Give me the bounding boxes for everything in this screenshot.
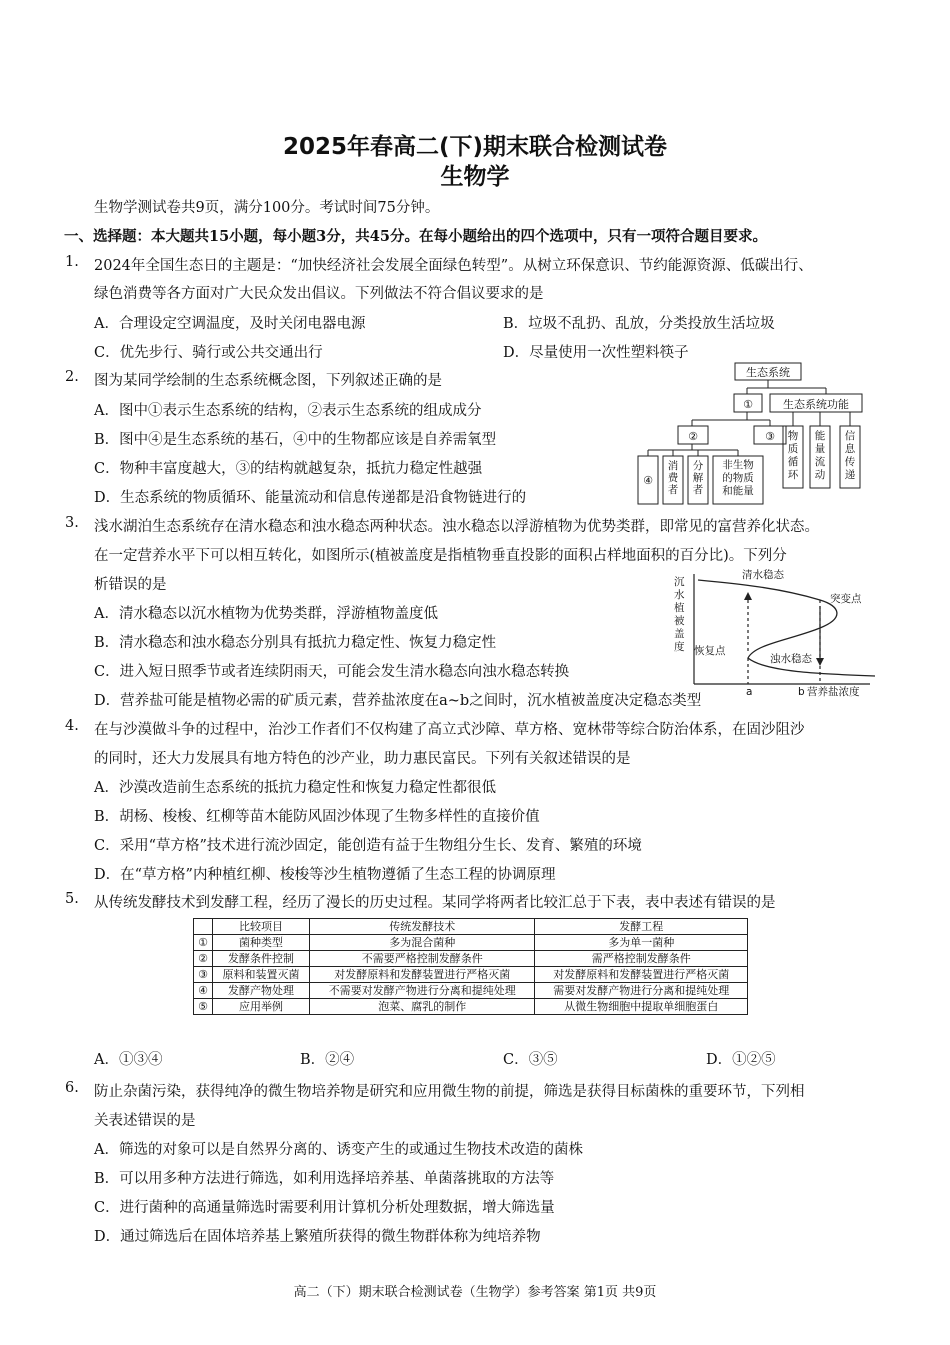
table-cell: 泡菜、腐乳的制作 (310, 999, 535, 1015)
option-b: B．图中④是生态系统的基石，④中的生物都应该是自养需氧型 (94, 432, 497, 448)
option-a: A．合理设定空调温度，及时关闭电器电源 (94, 316, 366, 332)
option-b: B．②④ (300, 1052, 355, 1068)
question-stem: 绿色消费等各方面对广大民众发出倡议。下列做法不符合倡议要求的是 (94, 286, 544, 302)
subject-title: 生物学 (440, 164, 510, 190)
question-stem: 浅水湖泊生态系统存在清水稳态和浊水稳态两种状态。浊水稳态以浮游植物为优势类群，即常见的富营养化状态。 (94, 519, 819, 535)
page-footer: 高二（下）期末联合检测试卷（生物学）参考答案 第1页 共9页 (293, 1285, 657, 1300)
diagram-node-2: ② (688, 430, 698, 443)
option-d: D．生态系统的物质循环、能量流动和信息传递都是沿食物链进行的 (94, 490, 527, 506)
ecosystem-concept-diagram (630, 358, 870, 508)
question-number: 5. (65, 891, 79, 907)
question-stem: 在一定营养水平下可以相互转化，如图所示(植被盖度是指植物垂直投影的面积占样地面积的百分比)。下列分 (94, 548, 787, 564)
up-arrow-head (744, 592, 752, 600)
option-a: A．沙漠改造前生态系统的抵抗力稳定性和恢复力稳定性都很低 (94, 780, 496, 796)
table-cell: 发酵条件控制 (213, 951, 310, 967)
table-cell: ⑤ (194, 999, 213, 1015)
diagram-consumer-box (663, 456, 683, 504)
label-clear-state: 清水稳态 (742, 569, 784, 581)
table-cell: 需严格控制发酵条件 (535, 951, 748, 967)
y-axis-label: 沉水植被盖度 (674, 576, 685, 653)
option-a: A．①③④ (94, 1052, 163, 1068)
question-stem: 防止杂菌污染，获得纯净的微生物培养物是研究和应用微生物的前提，筛选是获得目标菌株的重要环节，下列相 (94, 1084, 805, 1100)
table-row (194, 999, 748, 1015)
table-cell: 原料和装置灭菌 (213, 967, 310, 983)
label-turbid-state: 浊水稳态 (770, 653, 812, 665)
question-stem: 在与沙漠做斗争的过程中，治沙工作者们不仅构建了高立式沙障、草方格、宽林带等综合防治体系，在固沙阻沙 (94, 722, 805, 738)
option-d: D．尽量使用一次性塑料筷子 (503, 345, 689, 361)
table-cell: 菌种类型 (213, 935, 310, 951)
label-b: b (798, 686, 805, 698)
diagram-energy-flow: 能量流动 (814, 430, 826, 481)
table-row (194, 983, 748, 999)
diagram-abiotic: 非生物的物质和能量 (722, 459, 754, 497)
option-c: C．物种丰富度越大，③的结构就越复杂，抵抗力稳定性越强 (94, 461, 483, 477)
table-cell: ① (194, 935, 213, 951)
table-row (194, 951, 748, 967)
option-c: C．进行菌种的高通量筛选时需要利用计算机分析处理数据，增大筛选量 (94, 1200, 555, 1216)
option-b: B．垃圾不乱扔、乱放，分类投放生活垃圾 (503, 316, 775, 332)
diagram-info-transfer: 信息传递 (844, 430, 856, 481)
option-d: D．营养盐可能是植物必需的矿质元素，营养盐浓度在a~b之间时，沉水植被盖度决定稳态类型 (94, 693, 702, 709)
table-cell: ② (194, 951, 213, 967)
table-cell: 多为单一菌种 (535, 935, 748, 951)
question-number: 1. (65, 254, 79, 270)
option-a: A．清水稳态以沉水植物为优势类群，浮游植物盖度低 (94, 606, 438, 622)
option-d: D．通过筛选后在固体培养基上繁殖所获得的微生物群体称为纯培养物 (94, 1229, 541, 1245)
question-number: 2. (65, 369, 79, 385)
question-stem: 从传统发酵技术到发酵工程，经历了漫长的历史过程。某同学将两者比较汇总于下表，表中表述有错误的是 (94, 895, 776, 911)
table-cell: 对发酵原料和发酵装置进行严格灭菌 (535, 967, 748, 983)
table-cell: 需要对发酵产物进行分离和提纯处理 (535, 983, 748, 999)
down-arrow-head (816, 658, 824, 666)
exam-title: 2025年春高二(下)期末联合检测试卷 (282, 134, 668, 160)
option-a: A．筛选的对象可以是自然界分离的、诱变产生的或通过生物技术改造的菌株 (94, 1142, 583, 1158)
diagram-f2-box (810, 426, 830, 488)
option-a: A．图中①表示生态系统的结构，②表示生态系统的组成成分 (94, 403, 482, 419)
diagram-root: 生态系统 (746, 366, 790, 379)
question-number: 4. (65, 718, 79, 734)
stable-state-graph (670, 566, 880, 698)
table-header-row (194, 919, 748, 935)
diagram-consumer: 消费者 (667, 460, 679, 496)
diagram-function: 生态系统功能 (783, 398, 849, 411)
comparison-table (193, 918, 748, 1015)
diagram-f3-box (840, 426, 860, 488)
option-b: B．可以用多种方法进行筛选，如利用选择培养基、单菌落挑取的方法等 (94, 1171, 555, 1187)
diagram-f1-box (783, 426, 803, 488)
question-stem: 2024年全国生态日的主题是：“加快经济社会发展全面绿色转型”。从树立环保意识、节约能源资源、低碳出行、 (94, 258, 813, 274)
table-cell: 对发酵原料和发酵装置进行严格灭菌 (310, 967, 535, 983)
table-row (194, 967, 748, 983)
option-c: C．优先步行、骑行或公共交通出行 (94, 345, 323, 361)
table-cell: 不需要对发酵产物进行分离和提纯处理 (310, 983, 535, 999)
option-c: C．采用“草方格”技术进行流沙固定，能创造有益于生物组分生长、发育、繁殖的环境 (94, 838, 642, 854)
table-cell: 不需要严格控制发酵条件 (310, 951, 535, 967)
option-d: D．①②⑤ (706, 1052, 776, 1068)
table-header-cell: 发酵工程 (535, 919, 748, 935)
diagram-decomposer-box (688, 456, 708, 504)
label-mutation-point: 突变点 (830, 593, 862, 605)
question-stem: 的同时，还大力发展具有地方特色的沙产业，助力惠民富民。下列有关叙述错误的是 (94, 751, 631, 767)
question-stem: 析错误的是 (94, 577, 167, 593)
table-header-cell (194, 919, 213, 935)
section-heading: 一、选择题：本大题共15小题，每小题3分，共45分。在每小题给出的四个选项中，只有一项符合题目要求。 (64, 228, 767, 245)
diagram-material-cycle: 物质循环 (787, 430, 799, 481)
question-stem: 图为某同学绘制的生态系统概念图，下列叙述正确的是 (94, 373, 442, 389)
question-stem: 关表述错误的是 (94, 1113, 196, 1129)
diagram-node-3: ③ (765, 430, 775, 443)
option-c: C．③⑤ (503, 1052, 558, 1068)
option-c: C．进入短日照季节或者连续阴雨天，可能会发生清水稳态向浊水稳态转换 (94, 664, 570, 680)
table-cell: 发酵产物处理 (213, 983, 310, 999)
option-b: B．清水稳态和浊水稳态分别具有抵抗力稳定性、恢复力稳定性 (94, 635, 497, 651)
table-cell: 从微生物细胞中提取单细胞蛋白 (535, 999, 748, 1015)
x-axis-label: 营养盐浓度 (807, 686, 860, 698)
diagram-node-1: ① (743, 398, 753, 411)
table-cell: ③ (194, 967, 213, 983)
question-number: 3. (65, 515, 79, 531)
table-cell: ④ (194, 983, 213, 999)
option-d: D．在“草方格”内种植红柳、梭梭等沙生植物遵循了生态工程的协调原理 (94, 867, 556, 883)
table-cell: 多为混合菌种 (310, 935, 535, 951)
table-row (194, 935, 748, 951)
label-recovery-point: 恢复点 (694, 645, 726, 657)
question-number: 6. (65, 1080, 79, 1096)
diagram-decomposer: 分解者 (692, 460, 704, 496)
diagram-node-4: ④ (643, 474, 653, 487)
label-a: a (746, 686, 753, 698)
table-header-cell: 传统发酵技术 (310, 919, 535, 935)
diagram-abiotic-box (713, 456, 763, 504)
y-axis-label-box (674, 576, 690, 676)
table-header-cell: 比较项目 (213, 919, 310, 935)
table-cell: 应用举例 (213, 999, 310, 1015)
exam-intro: 生物学测试卷共9页，满分100分。考试时间75分钟。 (94, 200, 440, 216)
option-b: B．胡杨、梭梭、红柳等苗木能防风固沙体现了生物多样性的直接价值 (94, 809, 540, 825)
